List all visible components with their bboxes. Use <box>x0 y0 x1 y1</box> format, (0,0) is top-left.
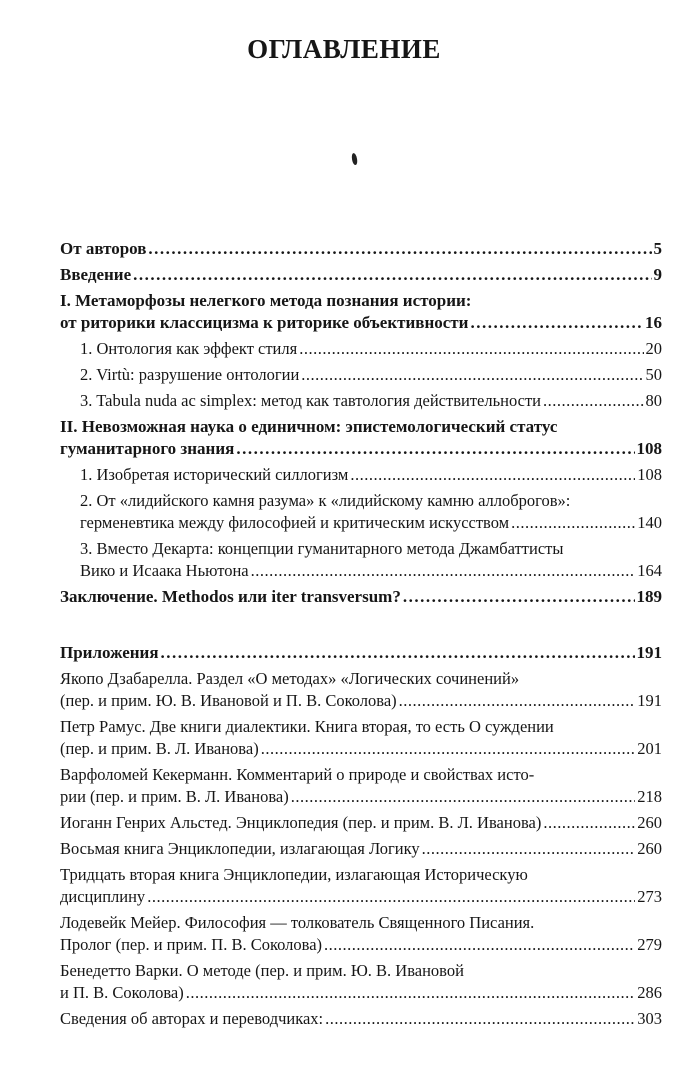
ink-mark <box>351 153 358 166</box>
toc-entry-title: 2. Virtù: разрушение онтологии <box>80 365 300 384</box>
toc-page-number: 260 <box>637 813 662 832</box>
toc-page-number: 108 <box>636 439 662 458</box>
toc-entry-title: и П. В. Соколова) <box>60 983 184 1002</box>
dot-leader <box>543 812 635 834</box>
dot-leader <box>399 690 636 712</box>
dot-leader <box>236 438 634 460</box>
dot-leader <box>147 886 635 908</box>
toc-entry-title-line: I. Метаморфозы нелегкого метода познания истории: <box>60 291 472 310</box>
toc-page-number: 5 <box>653 239 662 258</box>
toc-entry-title: Пролог (пер. и прим. П. В. Соколова) <box>60 935 323 954</box>
toc-entry-title: герменевтика между философией и критическим искусством <box>80 513 510 532</box>
toc-entry-title: (пер. и прим. Ю. В. Ивановой и П. В. Соколова) <box>60 691 397 710</box>
dot-leader <box>133 264 651 286</box>
toc-entry <box>60 238 662 260</box>
toc-entry <box>60 642 662 664</box>
dot-leader <box>324 934 635 956</box>
toc-entry <box>60 716 662 760</box>
toc-entry <box>60 864 662 908</box>
dot-leader <box>325 1008 635 1030</box>
toc-entry-title: Иоганн Генрих Альстед. Энциклопедия (пер. и прим. В. Л. Иванова) <box>60 813 542 832</box>
toc-entry-title: Восьмая книга Энциклопедии, излагающая Логику <box>60 839 420 858</box>
toc-entry-title: Приложения <box>60 643 159 662</box>
toc-entry-title: Сведения об авторах и переводчиках: <box>60 1009 324 1028</box>
toc-entry <box>60 416 662 460</box>
dot-leader <box>148 238 651 260</box>
toc-entry-title-line: Лодевейк Мейер. Философия — толкователь Священного Писания. <box>60 913 535 932</box>
toc-entry-title-line: Петр Рамус. Две книги диалектики. Книга вторая, то есть О суждении <box>60 717 554 736</box>
toc-entry <box>60 912 662 956</box>
toc-entry-title: от риторики классицизма к риторике объективности <box>60 313 469 332</box>
toc-entry <box>60 538 662 582</box>
toc-page-number: 189 <box>636 587 662 606</box>
toc-entry <box>60 812 662 834</box>
dot-leader <box>511 512 635 534</box>
toc-page-number: 218 <box>637 787 662 806</box>
toc-entry-title: (пер. и прим. В. Л. Иванова) <box>60 739 259 758</box>
toc-entry <box>60 764 662 808</box>
dot-leader <box>350 464 635 486</box>
dot-leader <box>161 642 635 664</box>
dot-leader <box>186 982 636 1004</box>
toc-entry-title: дисциплину <box>60 887 146 906</box>
toc-entry <box>60 490 662 534</box>
toc-entry-title: рии (пер. и прим. В. Л. Иванова) <box>60 787 289 806</box>
toc-entry-title: 1. Изобретая исторический силлогизм <box>80 465 349 484</box>
toc-entry <box>60 364 662 386</box>
toc-entry <box>60 586 662 608</box>
toc-page-number: 279 <box>637 935 662 954</box>
toc-entry <box>60 464 662 486</box>
dot-leader <box>251 560 636 582</box>
toc-page-number: 9 <box>653 265 662 284</box>
toc-entry-title: 1. Онтология как эффект стиля <box>80 339 298 358</box>
toc-entry <box>60 338 662 360</box>
dot-leader <box>422 838 636 860</box>
toc-entry <box>60 390 662 412</box>
toc-entry-title-line: Якопо Дзабарелла. Раздел «О методах» «Логических сочинений» <box>60 669 520 688</box>
toc-entry-title-line: Варфоломей Кекерманн. Комментарий о природе и свойствах исто- <box>60 765 535 784</box>
toc-entry-title-line: 2. От «лидийского камня разума» к «лидийскому камню аллоброгов»: <box>80 491 571 510</box>
toc-page-number: 164 <box>637 561 662 580</box>
toc-page-number: 191 <box>636 643 662 662</box>
toc-entry-title: Заключение. Methodos или iter transversum? <box>60 587 401 606</box>
toc-page-number: 16 <box>645 313 662 332</box>
toc-entry-title: 3. Tabula nuda ac simplex: метод как тавтология действительности <box>80 391 541 410</box>
dot-leader <box>301 364 643 386</box>
dot-leader <box>470 312 643 334</box>
toc-entry-title-line: Тридцать вторая книга Энциклопедии, излагающая Историческую <box>60 865 528 884</box>
toc-page-number: 20 <box>645 339 662 358</box>
toc-entry <box>60 1008 662 1030</box>
toc-page-number: 108 <box>637 465 662 484</box>
toc-entry-title-line: II. Невозможная наука о единичном: эпистемологический статус <box>60 417 558 436</box>
toc-entry-title: Вико и Исаака Ньютона <box>80 561 249 580</box>
toc-page-number: 286 <box>637 983 662 1002</box>
toc-entry-title: гуманитарного знания <box>60 439 235 458</box>
toc-entry <box>60 838 662 860</box>
dot-leader <box>291 786 636 808</box>
dot-leader <box>543 390 644 412</box>
toc-page-number: 303 <box>637 1009 662 1028</box>
toc-entry <box>60 290 662 334</box>
toc-page-number: 260 <box>637 839 662 858</box>
toc-page-number: 80 <box>645 391 662 410</box>
toc-entry <box>60 264 662 286</box>
toc-entry-title-line: 3. Вместо Декарта: концепции гуманитарного метода Джамбаттисты <box>80 539 564 558</box>
toc-page-number: 50 <box>645 365 662 384</box>
toc-page-number: 201 <box>637 739 662 758</box>
toc-entry <box>60 960 662 1004</box>
toc-entry-title-line: Бенедетто Варки. О методе (пер. и прим. Ю. В. Ивановой <box>60 961 464 980</box>
toc-entry-title: Введение <box>60 265 132 284</box>
dot-leader <box>403 586 635 608</box>
toc-entry-title: От авторов <box>60 239 147 258</box>
toc-page-number: 273 <box>637 887 662 906</box>
toc-entry <box>60 668 662 712</box>
toc-page-number: 140 <box>637 513 662 532</box>
page-title: ОГЛАВЛЕНИЕ <box>247 34 441 64</box>
dot-leader <box>299 338 643 360</box>
toc-page-number: 191 <box>637 691 662 710</box>
dot-leader <box>261 738 636 760</box>
